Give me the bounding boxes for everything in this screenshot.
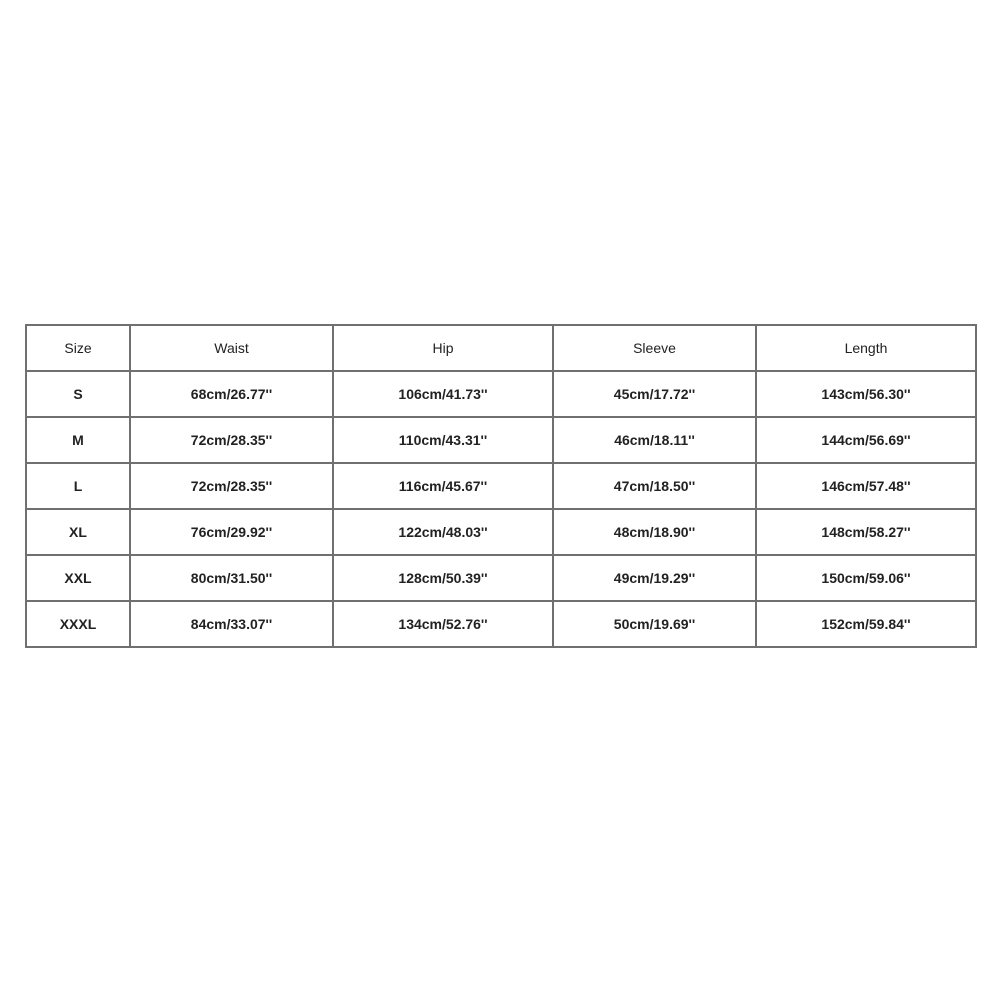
waist-cell: 76cm/29.92'' bbox=[130, 509, 333, 555]
sleeve-cell: 48cm/18.90'' bbox=[553, 509, 756, 555]
size-cell: S bbox=[26, 371, 130, 417]
size-cell: XXL bbox=[26, 555, 130, 601]
table-row bbox=[26, 601, 976, 647]
waist-cell: 72cm/28.35'' bbox=[130, 463, 333, 509]
hip-cell: 128cm/50.39'' bbox=[333, 555, 553, 601]
sleeve-cell: 46cm/18.11'' bbox=[553, 417, 756, 463]
waist-cell: 68cm/26.77'' bbox=[130, 371, 333, 417]
table-row bbox=[26, 371, 976, 417]
hip-cell: 116cm/45.67'' bbox=[333, 463, 553, 509]
length-cell: 148cm/58.27'' bbox=[756, 509, 976, 555]
size-cell: L bbox=[26, 463, 130, 509]
table-row bbox=[26, 555, 976, 601]
size-cell: XL bbox=[26, 509, 130, 555]
length-cell: 152cm/59.84'' bbox=[756, 601, 976, 647]
header-row bbox=[26, 325, 976, 371]
size-cell: M bbox=[26, 417, 130, 463]
sleeve-cell: 47cm/18.50'' bbox=[553, 463, 756, 509]
table-row bbox=[26, 509, 976, 555]
header-sleeve: Sleeve bbox=[553, 325, 756, 371]
table-row bbox=[26, 463, 976, 509]
length-cell: 146cm/57.48'' bbox=[756, 463, 976, 509]
hip-cell: 122cm/48.03'' bbox=[333, 509, 553, 555]
size-chart-table bbox=[25, 324, 977, 648]
hip-cell: 106cm/41.73'' bbox=[333, 371, 553, 417]
length-cell: 150cm/59.06'' bbox=[756, 555, 976, 601]
header-size: Size bbox=[26, 325, 130, 371]
header-waist: Waist bbox=[130, 325, 333, 371]
header-hip: Hip bbox=[333, 325, 553, 371]
sleeve-cell: 50cm/19.69'' bbox=[553, 601, 756, 647]
waist-cell: 80cm/31.50'' bbox=[130, 555, 333, 601]
length-cell: 144cm/56.69'' bbox=[756, 417, 976, 463]
length-cell: 143cm/56.30'' bbox=[756, 371, 976, 417]
sleeve-cell: 49cm/19.29'' bbox=[553, 555, 756, 601]
waist-cell: 84cm/33.07'' bbox=[130, 601, 333, 647]
waist-cell: 72cm/28.35'' bbox=[130, 417, 333, 463]
hip-cell: 110cm/43.31'' bbox=[333, 417, 553, 463]
size-cell: XXXL bbox=[26, 601, 130, 647]
hip-cell: 134cm/52.76'' bbox=[333, 601, 553, 647]
header-length: Length bbox=[756, 325, 976, 371]
sleeve-cell: 45cm/17.72'' bbox=[553, 371, 756, 417]
table-row bbox=[26, 417, 976, 463]
